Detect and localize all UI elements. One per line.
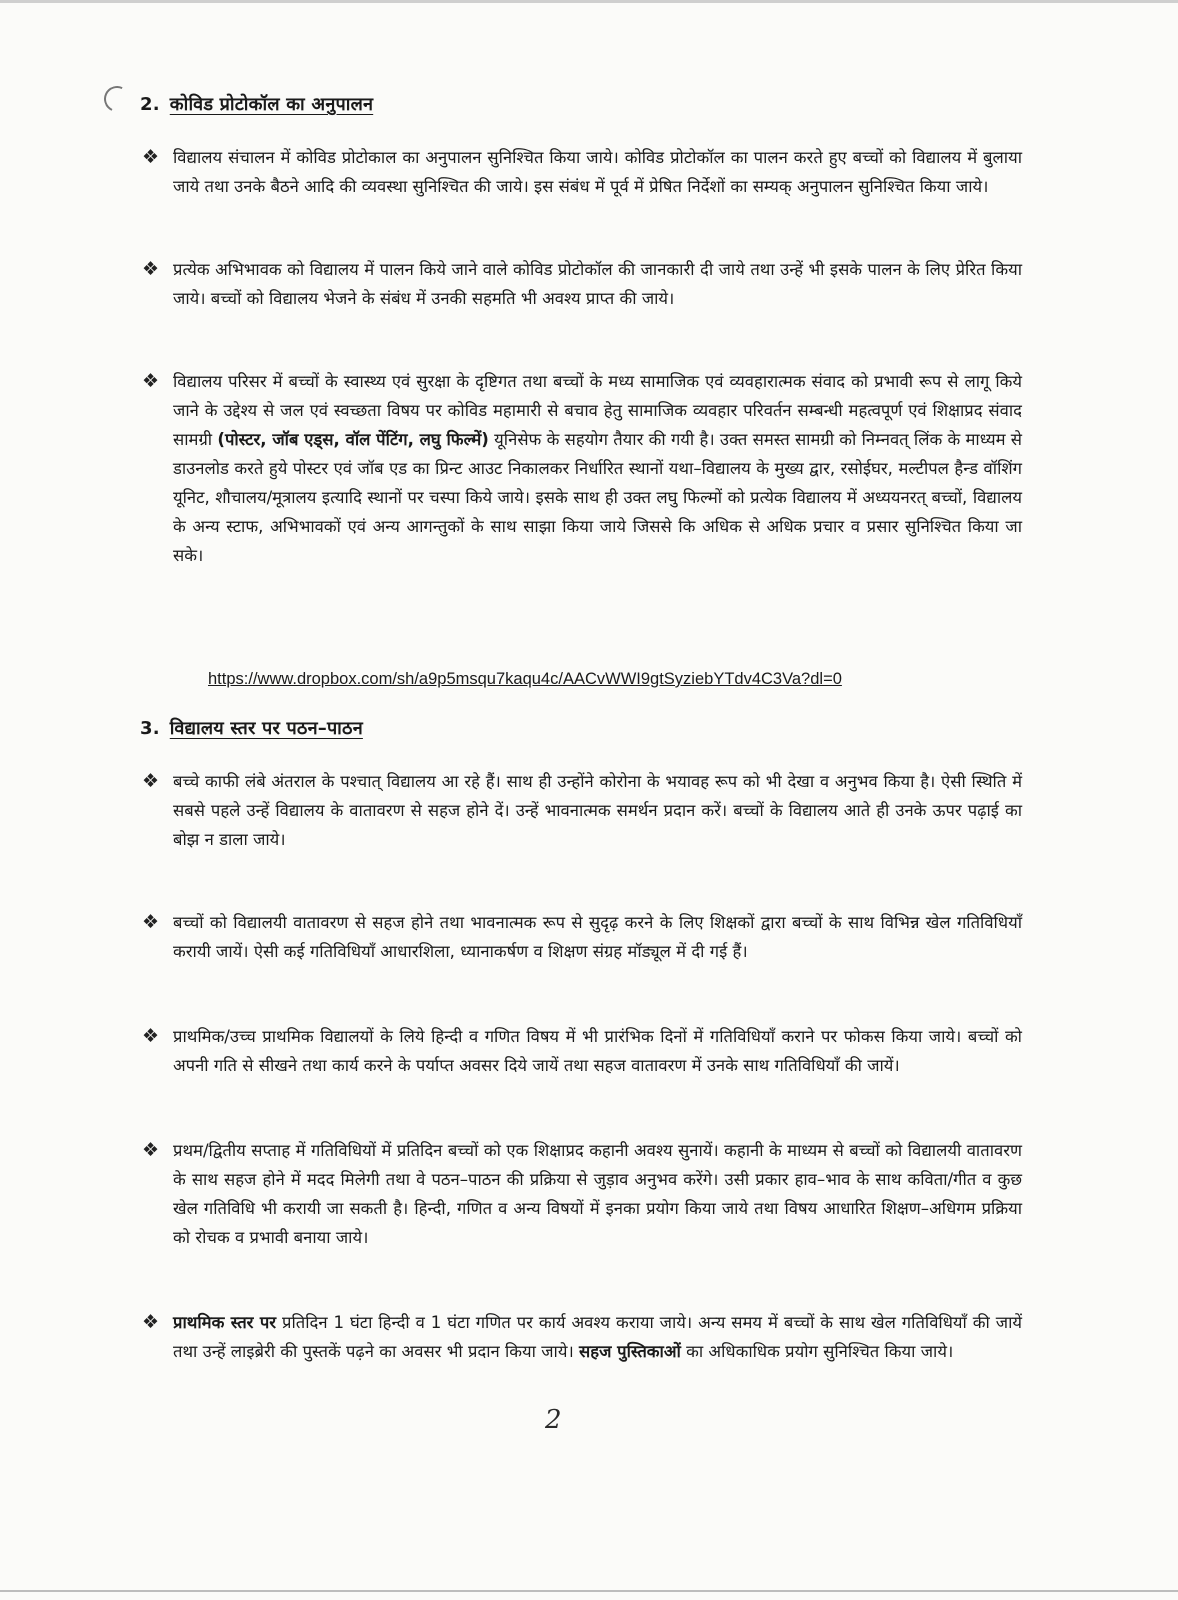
text-run: प्रथम/द्वितीय सप्ताह में गतिविधियों में प्रतिदिन बच्चों को एक शिक्षाप्रद कहानी अवश्य सुनायें। कहानी के माध्यम से बच्चों को विद्यालयी वातावरण के साथ सहज होने में मदद मिलेगी तथा वे पठन–पाठन की प्रक्रिया से जुड़ाव अनुभव करेंगे। उसी प्रकार हाव–भाव के साथ कविता/गीत व कुछ खेल गतिविधि भी करायी जा सकती है। हिन्दी, गणित व अन्य विषयों में इनका प्रयोग किया जाये तथा विषय आधारित शिक्षण–अधिगम प्रक्रिया को रोचक व प्रभावी बनाया जाये। xyxy=(173,1141,1022,1247)
bullet-item xyxy=(142,143,1022,201)
bold-text-run: सहज पुस्तिकाओं xyxy=(579,1342,681,1361)
bullet-text xyxy=(173,367,1022,570)
text-run: का अधिकाधिक प्रयोग सुनिश्चित किया जाये। xyxy=(680,1342,954,1361)
page-number: 2 xyxy=(545,1405,562,1435)
bullet-icon: ❖ xyxy=(142,1025,160,1047)
bullet-icon: ❖ xyxy=(142,146,160,168)
bullet-item xyxy=(142,1022,1022,1080)
bullet-text xyxy=(173,255,1022,313)
bullet-icon: ❖ xyxy=(142,258,160,280)
bullet-icon: ❖ xyxy=(142,1139,160,1161)
bullet-item xyxy=(142,908,1022,966)
text-run: प्रतिदिन 1 घंटा हिन्दी व 1 घंटा गणित पर कार्य अवश्य कराया जाये। अन्य समय में बच्चों के साथ खेल गतिविधियाँ की जायें तथा उन्हें लाइब्रेरी की पुस्तकें पढ़ने का अवसर भी प्रदान किया जाये। xyxy=(173,1313,1022,1361)
section-number: 3. xyxy=(140,718,160,739)
bullet-text xyxy=(173,143,1022,201)
bullet-icon: ❖ xyxy=(142,1311,160,1333)
bullet-item xyxy=(142,767,1022,854)
page-bottom-edge xyxy=(0,1590,1178,1592)
section-title: विद्यालय स्तर पर पठन–पाठन xyxy=(169,718,363,739)
dropbox-link[interactable]: https://www.dropbox.com/sh/a9p5msqu7kaqu4c/AACvWWI9gtSyziebYTdv4C3Va?dl=0 xyxy=(208,670,842,688)
bold-text-run: प्राथमिक स्तर पर xyxy=(173,1313,277,1332)
bullet-item xyxy=(142,255,1022,313)
text-run: बच्चे काफी लंबे अंतराल के पश्चात् विद्यालय आ रहे हैं। साथ ही उन्होंने कोरोना के भयावह रूप को भी देखा व अनुभव किया है। ऐसी स्थिति में सबसे पहले उन्हें विद्यालय के वातावरण से सहज होने दें। उन्हें भावनात्मक समर्थन प्रदान करें। बच्चों के विद्यालय आते ही उनके ऊपर पढ़ाई का बोझ न डाला जाये। xyxy=(173,772,1022,849)
section-heading-3 xyxy=(140,716,363,740)
bold-text-run: (पोस्टर, जॉब एड्स, वॉल पेंटिंग, लघु फिल्में) xyxy=(217,430,489,449)
section-number: 2. xyxy=(140,94,160,115)
bullet-text xyxy=(173,1022,1022,1080)
text-run: प्राथमिक/उच्च प्राथमिक विद्यालयों के लिये हिन्दी व गणित विषय में भी प्रारंभिक दिनों में गतिविधियाँ कराने पर फोकस किया जाये। बच्चों को अपनी गति से सीखने तथा कार्य करने के पर्याप्त अवसर दिये जायें तथा सहज वातावरण में उनके साथ गतिविधियाँ की जायें। xyxy=(173,1027,1022,1075)
bullet-icon: ❖ xyxy=(142,911,160,933)
bullet-item xyxy=(142,367,1022,570)
text-run: प्रत्येक अभिभावक को विद्यालय में पालन किये जाने वाले कोविड प्रोटोकॉल की जानकारी दी जाये तथा उन्हें भी इसके पालन के लिए प्रेरित किया जाये। बच्चों को विद्यालय भेजने के संबंध में उनकी सहमति भी अवश्य प्राप्त की जाये। xyxy=(173,260,1022,308)
bullet-text xyxy=(173,1308,1022,1366)
section-title: कोविड प्रोटोकॉल का अनुपालन xyxy=(169,94,374,115)
text-run: बच्चों को विद्यालयी वातावरण से सहज होने तथा भावनात्मक रूप से सुदृढ़ करने के लिए शिक्षकों द्वारा बच्चों के साथ विभिन्न खेल गतिविधियाँ करायी जायें। ऐसी कई गतिविधियाँ आधारशिला, ध्यानाकर्षण व शिक्षण संग्रह मॉड्यूल में दी गई हैं। xyxy=(173,913,1022,961)
bullet-icon: ❖ xyxy=(142,370,160,392)
bullet-icon: ❖ xyxy=(142,770,160,792)
section-heading-2 xyxy=(140,92,373,116)
punch-hole-mark xyxy=(100,82,133,115)
bullet-item xyxy=(142,1136,1022,1252)
text-run: विद्यालय संचालन में कोविड प्रोटोकाल का अनुपालन सुनिश्चित किया जाये। कोविड प्रोटोकॉल का पालन करते हुए बच्चों को विद्यालय में बुलाया जाये तथा उनके बैठने आदि की व्यवस्था सुनिश्चित की जाये। इस संबंध में पूर्व में प्रेषित निर्देशों का सम्यक् अनुपालन सुनिश्चित किया जाये। xyxy=(173,148,1022,196)
bullet-item xyxy=(142,1308,1022,1366)
page-top-edge xyxy=(0,0,1178,3)
text-run: विद्यालय परिसर में बच्चों के स्वास्थ्य एवं सुरक्षा के दृष्टिगत तथा बच्चों के मध्य सामाजिक एवं व्यवहारात्मक संवाद को प्रभावी रूप से लागू किये जाने के उद्देश्य से जल एवं स्वच्छता विषय पर कोविड महामारी से बचाव हेतु सामाजिक व्यवहार परिवर्तन सम्बन्धी महत्वपूर्ण एवं शिक्षाप्रद संवाद सामग्री xyxy=(173,372,1022,449)
bullet-text xyxy=(173,767,1022,854)
text-run: यूनिसेफ के सहयोग तैयार की गयी है। उक्त समस्त सामग्री को निम्नवत् लिंक के माध्यम से डाउनलोड करते हुये पोस्टर एवं जॉब एड का प्रिन्ट आउट निकालकर निर्धारित स्थानों यथा–विद्यालय के मुख्य द्वार, रसोईघर, मल्टीपल हैन्ड वॉशिंग यूनिट, शौचालय/मूत्रालय इत्यादि स्थानों पर चस्पा किये जाये। इसके साथ ही उक्त लघु फिल्मों को प्रत्येक विद्यालय में अध्ययनरत् बच्चों, विद्यालय के अन्य स्टाफ, अभिभावकों एवं अन्य आगन्तुकों के साथ साझा किया जाये जिससे कि अधिक से अधिक प्रचार व प्रसार सुनिश्चित किया जा सके। xyxy=(173,430,1022,565)
bullet-text xyxy=(173,908,1022,966)
bullet-text xyxy=(173,1136,1022,1252)
